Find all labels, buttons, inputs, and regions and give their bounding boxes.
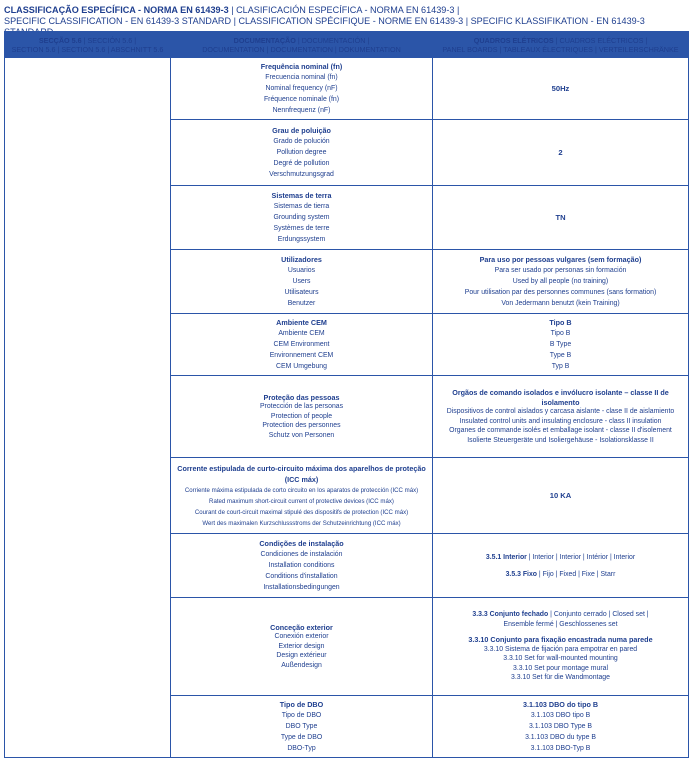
value-line: 3.3.10 Set für die Wandmontage xyxy=(511,674,610,682)
doc-line: Wert des maximalen Kurzschlussstroms der Schutzeinrichtung (ICC máx) xyxy=(202,519,401,527)
header-panel-a: | CUADROS ELÉCTRICOS | xyxy=(553,35,648,45)
value-line: Isolierte Steuergeräte und Isoliergehäuse - Isolationsklasse II xyxy=(467,436,654,444)
value-rest: | Conjunto cerrado | Closed set | xyxy=(548,611,649,619)
value-cell xyxy=(433,376,689,458)
doc-line: Rated maximum short-circuit current of protective devices (ICC máx) xyxy=(209,497,394,505)
doc-line: Protection des personnes xyxy=(262,422,341,430)
value-line: 3.1.103 DBO Type B xyxy=(528,723,593,730)
installation-fixed xyxy=(433,569,688,580)
header-doc-b: DOCUMENTATION | DOCUMENTATION | DOKUMENTATION xyxy=(202,44,401,54)
title-line-2: SPECIFIC CLASSIFICATION - EN 61439-3 STANDARD | CLASSIFICATION SPÉCIFIQUE - NORME EN 61439-3 | SPECIFIC KLASSIFIKATION - EN 61439-3 xyxy=(4,16,645,26)
doc-heading: Grau de poluição xyxy=(272,126,331,135)
value-cell xyxy=(433,186,689,250)
doc-cell xyxy=(171,598,433,696)
header-section xyxy=(5,32,171,58)
value-line: Pour utilisation par des personnes communes (sans formation) xyxy=(464,289,657,296)
value-heading: 3.1.103 DBO do tipo B xyxy=(522,700,599,709)
header-section-b: SECTION 5.6 | SECTION 5.6 | ABSCHNITT 5.6 xyxy=(11,44,164,54)
value-rest: | Fijo | Fixed | Fixe | Starr xyxy=(537,570,616,578)
value-cell xyxy=(433,120,689,186)
doc-heading: Conceção exterior xyxy=(270,622,333,632)
header-section-bold: SECÇÃO 5.6 xyxy=(38,35,82,45)
doc-cell xyxy=(171,120,433,186)
doc-line: Grounding system xyxy=(273,214,330,221)
doc-line: DBO Type xyxy=(285,723,318,730)
doc-line: Protection of people xyxy=(270,412,333,420)
header-doc-a: | DOCUMENTACIÓN | xyxy=(295,35,370,45)
doc-line: Pollution degree xyxy=(276,149,327,156)
value-bold: 3.5.1 Interior xyxy=(485,553,527,561)
value-line: 3.1.103 DBO du type B xyxy=(525,734,596,741)
header-doc-bold: DOCUMENTAÇÃO xyxy=(233,35,296,45)
doc-cell xyxy=(171,186,433,250)
doc-line: Nominal frequency (nF) xyxy=(265,85,338,92)
doc-line: Grado de polución xyxy=(273,138,330,145)
doc-line: CEM Umgebung xyxy=(276,363,327,370)
value-line: 3.3.10 Sistema de fijación para empotrar en pared xyxy=(483,645,638,653)
doc-line: Tipo de DBO xyxy=(281,712,322,719)
doc-line: Installationsbedingungen xyxy=(263,584,340,591)
doc-line: Erdungssystem xyxy=(277,236,326,243)
doc-line: Degré de pollution xyxy=(273,160,330,167)
doc-line: Nennfrequenz (nF) xyxy=(272,107,331,114)
doc-cell xyxy=(171,696,433,758)
value-line: 3.1.103 DBO tipo B xyxy=(530,712,591,719)
header-panel-bold: QUADROS ELÉTRICOS xyxy=(473,35,554,45)
doc-line: Conditions d'installation xyxy=(265,573,338,580)
value-line: 3.3.10 Set pour montage mural xyxy=(513,664,608,672)
value-heading: Orgãos de comando isolados e invólucro isolante – classe II de isolamento xyxy=(452,388,669,407)
doc-cell xyxy=(171,534,433,598)
value-cell xyxy=(433,314,689,376)
value-text: 10 KA xyxy=(549,491,572,500)
doc-line: CEM Environment xyxy=(273,341,330,348)
doc-line: Sistemas de tierra xyxy=(273,203,330,210)
value-line: 3.3.10 Set for wall-mounted mounting xyxy=(503,655,618,663)
title-bold: CLASSIFICAÇÃO ESPECÍFICA - NORMA EN 61439-3 xyxy=(4,5,229,15)
doc-line: Utilisateurs xyxy=(284,289,319,296)
doc-line: Protección de las personas xyxy=(259,403,344,411)
doc-line: DBO-Typ xyxy=(287,745,316,752)
section-column xyxy=(5,58,171,758)
doc-line: Installation conditions xyxy=(268,562,335,569)
title-line-1 xyxy=(4,5,690,16)
doc-line: Außendesign xyxy=(281,661,322,669)
doc-line: Courant de court-circuit maximal stipulé des dispositifs de protection (ICC máx) xyxy=(194,508,409,516)
doc-line: Users xyxy=(292,278,311,285)
doc-heading: Proteção das pessoas xyxy=(263,392,340,402)
value-line: Von Jedermann benutzt (kein Training) xyxy=(501,300,620,307)
value-text: TN xyxy=(555,213,566,222)
value-line: 3.1.103 DBO-Typ B xyxy=(530,745,591,752)
doc-line: Systèmes de terre xyxy=(273,225,330,232)
doc-line: Type de DBO xyxy=(280,734,323,741)
value-line: Ensemble fermé | Geschlossenes set xyxy=(503,620,618,628)
value-heading: Tipo B xyxy=(549,318,572,327)
value-line: Used by all people (no training) xyxy=(512,278,609,285)
value-line: Organes de commande isolés et emballage isolant - classe II d'isolement xyxy=(449,427,672,434)
value-cell xyxy=(433,598,689,696)
table-header xyxy=(5,32,689,58)
doc-heading: Ambiente CEM xyxy=(276,318,327,327)
value-line: Dispositivos de control aislados y carcasa aislante - clase II de aislamiento xyxy=(446,408,675,415)
value-rest: | Interior | Interior | Intérior | Interior xyxy=(526,553,636,561)
value-heading: 3.3.10 Conjunto para fixação encastrada numa parede xyxy=(468,635,653,645)
value-cell xyxy=(433,696,689,758)
value-line: Tipo B xyxy=(550,330,571,337)
value-text: 2 xyxy=(558,148,563,157)
doc-heading: Frequência nominal (fn) xyxy=(260,62,343,71)
value-cell xyxy=(433,534,689,598)
value-line: Typ B xyxy=(551,363,570,370)
doc-line: Corriente máxima estipulada de corto circuito en los aparatos de protección (ICC máx) xyxy=(184,486,419,494)
value-text: 50Hz xyxy=(551,84,570,93)
value-bold: 3.5.3 Fixo xyxy=(505,570,537,578)
value-heading: Para uso por pessoas vulgares (sem formação) xyxy=(479,255,642,264)
doc-cell xyxy=(171,314,433,376)
value-line: Type B xyxy=(549,352,572,359)
doc-heading: Condições de instalação xyxy=(259,539,344,548)
value-cell xyxy=(433,250,689,314)
doc-line: Usuarios xyxy=(287,267,316,274)
doc-heading: Corrente estipulada de curto-circuito máxima dos aparelhos de proteção (ICC máx) xyxy=(177,463,426,484)
doc-cell xyxy=(171,58,433,120)
doc-line: Environnement CEM xyxy=(269,352,334,359)
doc-line: Condiciones de instalación xyxy=(260,551,343,558)
wall-mounted-set xyxy=(433,635,688,683)
title-rest: | CLASIFICACIÓN ESPECÍFICA - NORMA EN 61439-3 | xyxy=(228,5,460,15)
value-line: Para ser usado por personas sin formación xyxy=(494,267,627,274)
header-panel-boards xyxy=(433,32,689,58)
header-section-a: | SECCIÓN 5.6 | xyxy=(81,35,137,45)
closed-set xyxy=(433,610,688,629)
value-line: B Type xyxy=(549,341,572,348)
classification-table xyxy=(4,31,689,758)
value-cell xyxy=(433,458,689,534)
header-panel-b: PANEL BOARDS | TABLEAUX ÉLECTRIQUES | VERTEILERSCHRÄNKE xyxy=(442,44,679,54)
doc-cell xyxy=(171,250,433,314)
doc-cell xyxy=(171,458,433,534)
doc-line: Frecuencia nominal (fn) xyxy=(265,74,338,81)
doc-line: Schutz von Personen xyxy=(268,431,335,439)
doc-line: Exterior design xyxy=(278,642,325,650)
doc-line: Benutzer xyxy=(287,300,316,307)
doc-heading: Tipo de DBO xyxy=(279,700,324,709)
doc-heading: Utilizadores xyxy=(281,255,322,264)
header-documentation xyxy=(171,32,433,58)
doc-line: Ambiente CEM xyxy=(278,330,325,337)
doc-line: Design extérieur xyxy=(276,652,327,660)
value-bold: 3.3.3 Conjunto fechado xyxy=(472,611,549,619)
doc-cell xyxy=(171,376,433,458)
value-line: Insulated control units and insulating enclosure - class II insulation xyxy=(459,417,662,425)
installation-interior xyxy=(433,552,688,563)
table-row xyxy=(5,58,689,120)
doc-line: Fréquence nominale (fn) xyxy=(263,96,340,103)
value-cell xyxy=(433,58,689,120)
doc-heading: Sistemas de terra xyxy=(271,191,332,200)
doc-line: Verschmutzungsgrad xyxy=(269,171,334,178)
doc-line: Conexión exterior xyxy=(274,633,329,641)
